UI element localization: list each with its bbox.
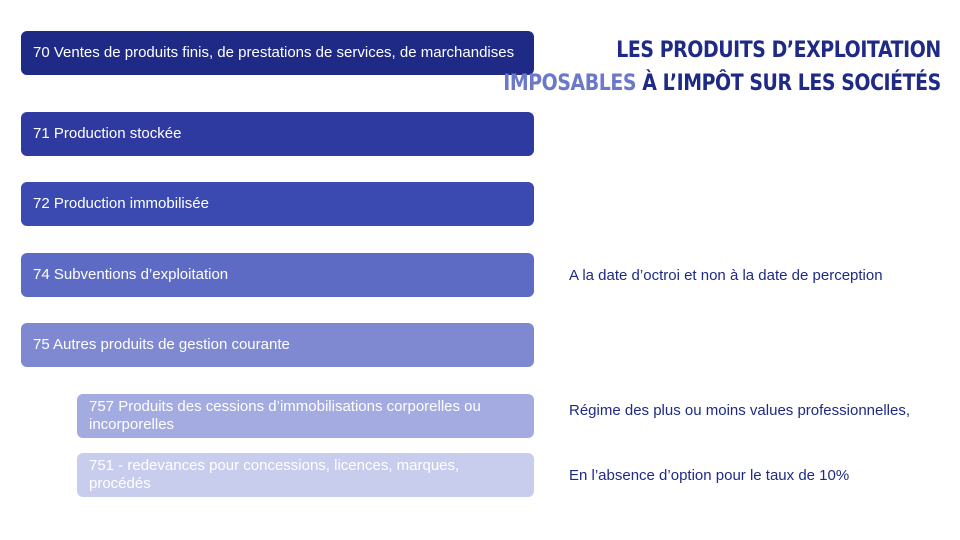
subventions-note: A la date d’octroi et non à la date de perception	[569, 267, 883, 284]
account-72-label: 72 Production immobilisée	[33, 195, 209, 212]
account-757-label: 757 Produits des cessions d’immobilisations corporelles ou incorporelles	[89, 398, 481, 433]
account-74-label: 74 Subventions d’exploitation	[33, 266, 229, 283]
account-74-bar	[21, 253, 534, 297]
account-751-label: 751 - redevances pour concessions, licences, marques, procédés	[89, 457, 460, 492]
account-71-bar	[21, 112, 534, 156]
redevances-note: En l’absence d’option pour le taux de 10%	[569, 467, 850, 484]
title-highlight: IMPOSABLES	[503, 71, 637, 96]
account-72-bar	[21, 182, 534, 226]
slide-title	[503, 34, 941, 100]
account-75-label: 75 Autres produits de gestion courante	[33, 336, 290, 353]
title-line-2-rest: À L’IMPÔT SUR LES SOCIÉTÉS	[636, 71, 941, 96]
account-70-bar	[21, 31, 534, 75]
account-751-bar	[77, 453, 534, 497]
title-line-1: LES PRODUITS D’EXPLOITATION	[616, 38, 941, 63]
account-71-label: 71 Production stockée	[33, 125, 182, 142]
title-line-2	[503, 67, 941, 100]
cessions-note: Régime des plus ou moins values professionnelles,	[569, 402, 911, 419]
account-70-label: 70 Ventes de produits finis, de prestations de services, de marchandises	[33, 44, 515, 61]
account-75-bar	[21, 323, 534, 367]
account-757-bar	[77, 394, 534, 438]
